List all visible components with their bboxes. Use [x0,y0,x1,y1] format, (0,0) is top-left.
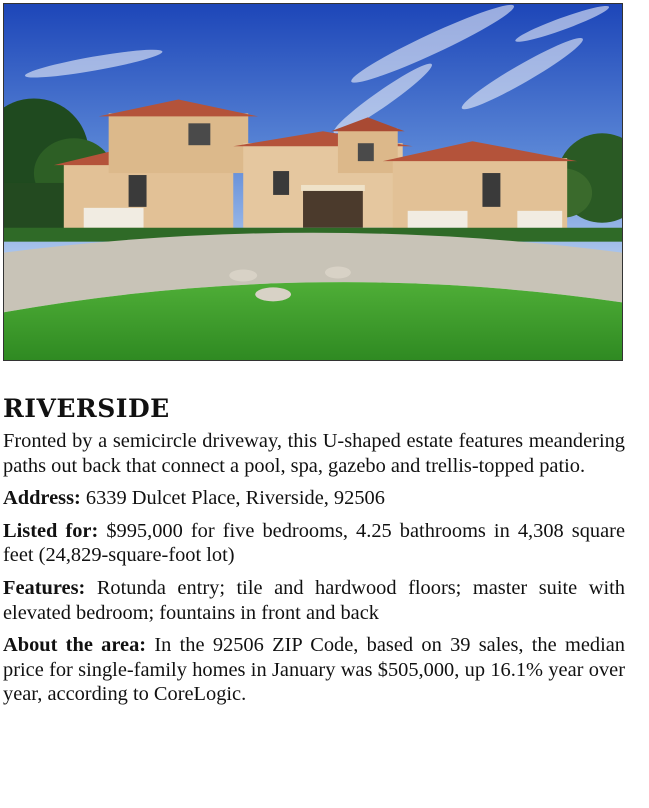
listed-line [3,519,625,568]
listed-value: $995,000 for five bedrooms, 4.25 bathrooms in 4,308 square feet (24,829-square-foot lot) [3,519,626,567]
article-intro: Fronted by a semicircle driveway, this U-shaped estate features meandering paths out back that connect a pool, spa, gazebo and trellis-topped patio. [3,430,625,477]
article [3,394,625,715]
area-label: About the area: [3,634,147,657]
article-heading: RIVERSIDE [3,394,170,423]
area-line [3,633,625,707]
address-label: Address: [3,487,81,510]
area-value: In the 92506 ZIP Code, based on 39 sales, the median price for single-family homes in January was $505,000, up 16.1% year over year, according to CoreLogic. [3,634,625,706]
house-illustration [4,4,622,360]
listed-label: Listed for: [3,519,99,542]
features-value: Rotunda entry; tile and hardwood floors; master suite with elevated bedroom; fountains in front and back [3,576,625,624]
address-line [3,486,625,511]
features-label: Features: [3,576,86,599]
features-line [3,576,625,625]
house-photo [3,3,623,361]
address-value: 6339 Dulcet Place, Riverside, 92506 [80,487,385,510]
